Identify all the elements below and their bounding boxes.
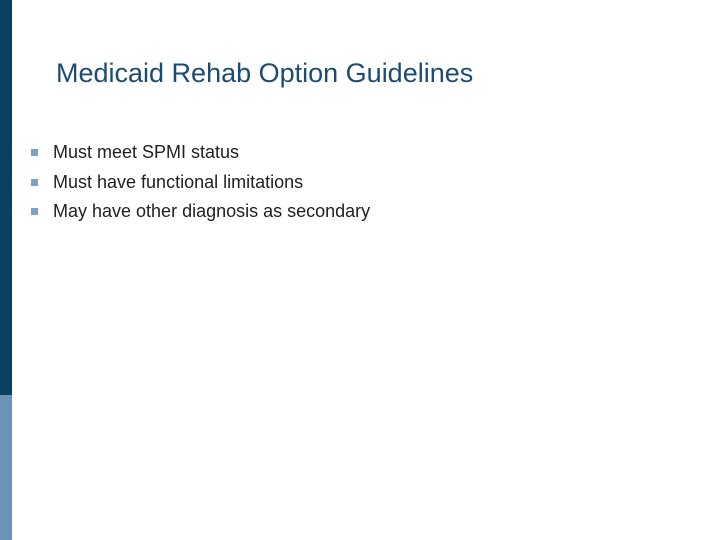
slide-title: Medicaid Rehab Option Guidelines	[56, 58, 474, 88]
bullet-item	[31, 168, 370, 198]
bullet-list	[31, 138, 370, 227]
bullet-item	[31, 197, 370, 227]
square-bullet-icon	[31, 208, 38, 215]
bullet-item	[31, 138, 370, 168]
bullet-text: Must meet SPMI status	[53, 142, 240, 163]
square-bullet-icon	[31, 149, 38, 156]
bullet-text: Must have functional limitations	[53, 171, 304, 192]
bullet-text: May have other diagnosis as secondary	[53, 201, 371, 222]
square-bullet-icon	[31, 179, 38, 186]
sidebar-accent-dark	[0, 0, 12, 395]
sidebar-accent-light	[0, 395, 12, 540]
